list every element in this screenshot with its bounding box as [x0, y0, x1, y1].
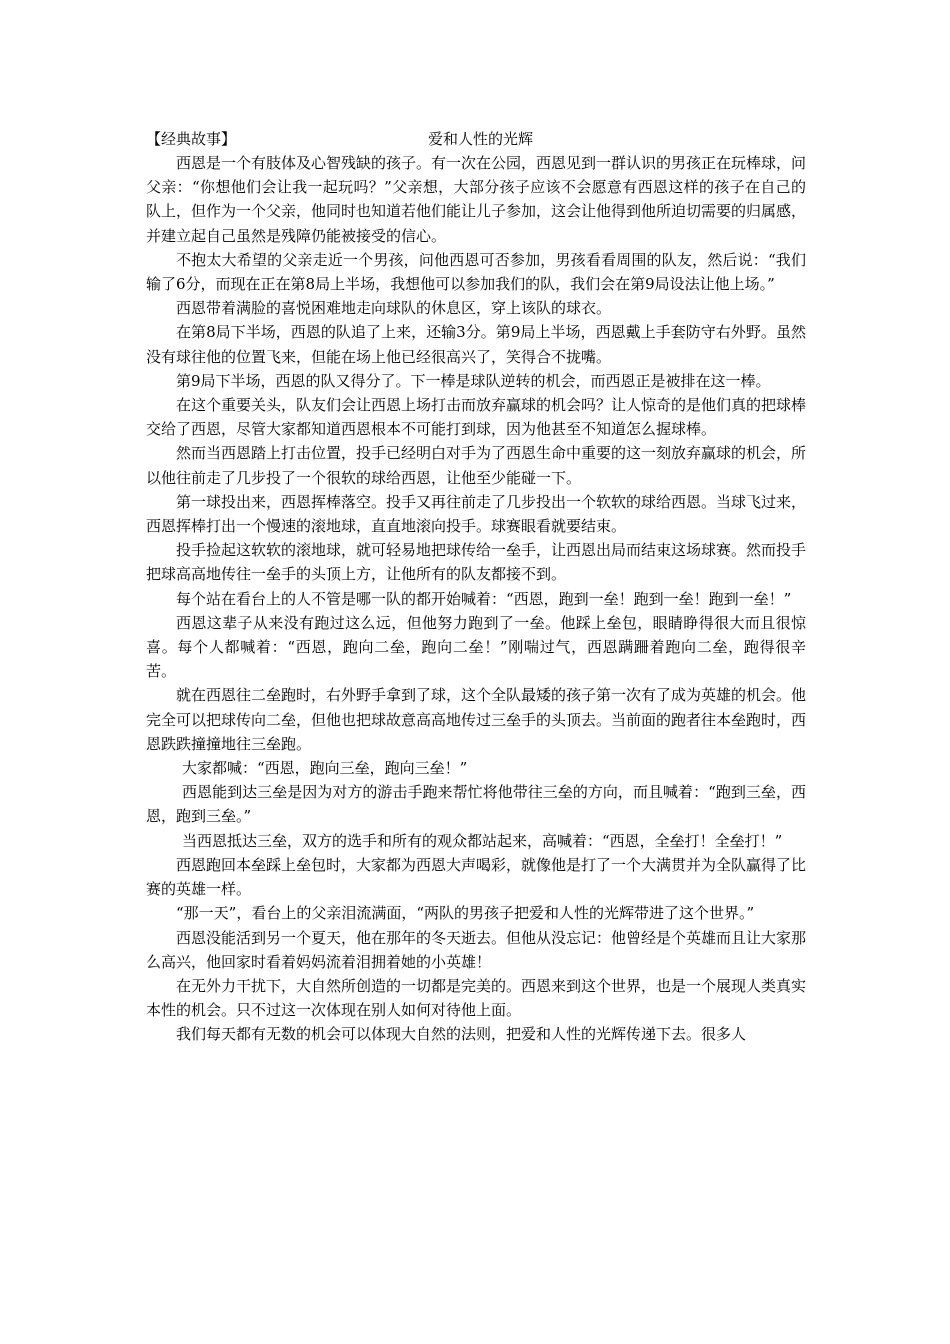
paragraph: 第9局下半场，西恩的队又得分了。下一棒是球队逆转的机会，而西恩正是被排在这一棒。: [176, 371, 771, 390]
paragraph: 西恩带着满脸的喜悦困难地走向球队的休息区，穿上该队的球衣。: [176, 299, 612, 318]
paragraph: 西恩跑回本垒踩上垒包时，大家都为西恩大声喝彩，就像他是打了一个大满贯并为全队赢得了比赛的英雄一样。: [146, 855, 807, 899]
paragraph: 西恩是一个有肢体及心智残缺的孩子。有一次在公园，西恩见到一群认识的男孩正在玩棒球，问父亲：“你想他们会让我一起玩吗？”父亲想，大部分孩子应该不会愿意有西恩这样的孩子在自己的队上，但作为一个父亲，他同时也知道若他们能让儿子参加，这会让他得到他所迫切需要的归属感，并建立起自己虽然是残障仍能被接受的信心。: [146, 154, 807, 245]
document-body: [146, 127, 806, 1047]
paragraph: 第一球投出来，西恩挥棒落空。投手又再往前走了几步投出一个软软的球给西恩。当球飞过来，西恩挥棒打出一个慢速的滚地球，直直地滚向投手。球赛眼看就要结束。: [146, 492, 807, 536]
paragraph: 在无外力干扰下，大自然所创造的一切都是完美的。西恩来到这个世界，也是一个展现人类真实本性的机会。只不过这一次体现在别人如何对待他上面。: [146, 976, 807, 1020]
paragraph: 西恩这辈子从来没有跑过这么远，但他努力跑到了一垒。他踩上垒包，眼睛睁得很大而且很惊喜。每个人都喊着：“西恩，跑向二垒，跑向二垒！”刚喘过气，西恩蹒跚着跑向二垒，跑得很辛苦。: [146, 613, 806, 681]
paragraph: 西恩能到达三垒是因为对方的游击手跑来帮忙将他带往三垒的方向，而且喊着：“跑到三垒，西恩，跑到三垒。”: [146, 783, 806, 826]
document-title: 爱和人性的光辉: [428, 130, 534, 148]
paragraph: 西恩没能活到另一个夏天，他在那年的冬天逝去。但他从没忘记：他曾经是个英雄而且让大家那么高兴，他回家时看着妈妈流着泪拥着她的小英雄！: [146, 928, 807, 971]
paragraph: 我们每天都有无数的机会可以体现大自然的法则，把爱和人性的光辉传递下去。很多人: [176, 1025, 747, 1044]
paragraph: 在这个重要关头，队友们会让西恩上场打击而放弃赢球的机会吗？让人惊奇的是他们真的把球棒交给了西恩，尽管大家都知道西恩根本不可能打到球，因为他甚至不知道怎么握球棒。: [146, 396, 807, 439]
paragraph: 当西恩抵达三垒，双方的选手和所有的观众都站起来，高喊着：“西恩，全垒打！全垒打！”: [182, 831, 783, 850]
header-line: [146, 127, 806, 151]
paragraph: 不抱太大希望的父亲走近一个男孩，问他西恩可否参加，男孩看看周围的队友，然后说：“我们输了6分，而现在正在第8局上半场，我想他可以参加我们的队，我们会在第9局设法让他上场。”: [146, 250, 806, 294]
paragraph: 就在西恩往二垒跑时，右外野手拿到了球，这个全队最矮的孩子第一次有了成为英雄的机会。他完全可以把球传向二垒，但他也把球故意高高地传过三垒手的头顶去。当前面的跑者往本垒跑时，西恩跌跌撞撞地往三垒跑。: [146, 686, 807, 753]
paragraph: 每个站在看台上的人不管是哪一队的都开始喊着：“西恩，跑到一垒！跑到一垒！跑到一垒！”: [176, 589, 792, 608]
paragraph: 然而当西恩踏上打击位置，投手已经明白对手为了西恩生命中重要的这一刻放弃赢球的机会，所以他往前走了几步投了一个很软的球给西恩，让他至少能碰一下。: [146, 444, 807, 487]
paragraph: 投手捡起这软软的滚地球，就可轻易地把球传给一垒手，让西恩出局而结束这场球赛。然而投手把球高高地传往一垒手的头顶上方，让他所有的队友都接不到。: [146, 541, 807, 584]
paragraph: “那一天”，看台上的父亲泪流满面，“两队的男孩子把爱和人性的光辉带进了这个世界。”: [176, 904, 755, 923]
paragraph: 大家都喊：“西恩，跑向三垒，跑向三垒！”: [182, 759, 468, 778]
section-label: 【经典故事】: [146, 130, 237, 148]
paragraph: 在第8局下半场，西恩的队追了上来，还输3分。第9局上半场，西恩戴上手套防守右外野。虽然没有球往他的位置飞来，但能在场上他已经很高兴了，笑得合不拢嘴。: [146, 323, 806, 366]
